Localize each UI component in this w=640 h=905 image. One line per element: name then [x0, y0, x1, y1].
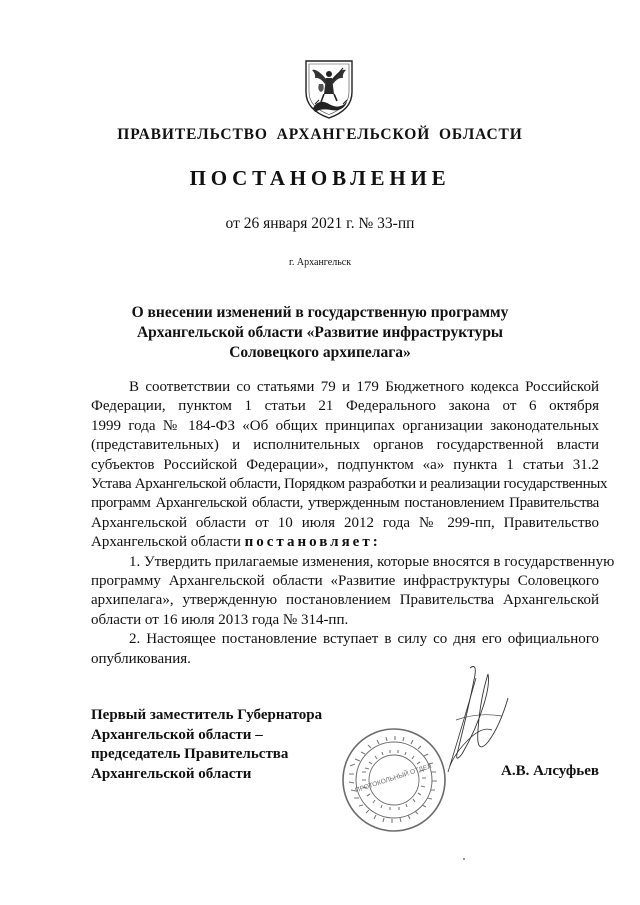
- stamp-text: ПРОТОКОЛЬНЫЙ ОТДЕЛ: [354, 762, 433, 795]
- signer-line: Архангельской области –: [91, 726, 263, 743]
- subject-line: О внесении изменений в государственную программу: [131, 304, 509, 321]
- round-stamp-icon: [340, 726, 448, 834]
- signer-line: Первый заместитель Губернатора: [91, 707, 323, 723]
- document-date-number: от 26 января 2021 г. № 33-пп: [225, 215, 415, 232]
- document-body: [91, 378, 615, 669]
- body-line: программ Архангельской области, утвержденным постановлением Правительства: [91, 495, 599, 512]
- body-line: субъектов Российской Федерации», подпунктом «а» пункта 1 статьи 31.2: [91, 456, 599, 473]
- body-line: (представительных) и исполнительных органов государственной власти: [91, 437, 599, 454]
- body-line: Устава Архангельской области, Порядком разработки и реализации государственных: [91, 476, 608, 493]
- body-line: 1999 года № 184-ФЗ «Об общих принципах организации законодательных: [91, 417, 599, 434]
- subject-line: Соловецкого архипелага»: [229, 344, 411, 361]
- body-line: 2. Настоящее постановление вступает в силу со дня его официального: [129, 631, 599, 648]
- body-line: программу Архангельской области «Развитие инфраструктуры Соловецкого: [91, 573, 599, 590]
- body-line-enacting: [91, 533, 599, 552]
- signer-name: А.В. Алсуфьев: [501, 763, 599, 779]
- signer-line: председатель Правительства: [91, 746, 289, 762]
- signer-line: Архангельской области: [91, 765, 252, 782]
- subject-line: Архангельской области «Развитие инфраструктуры: [136, 324, 504, 341]
- document-type: ПОСТАНОВЛЕНИЕ: [189, 166, 451, 190]
- coat-of-arms-icon: [303, 58, 355, 120]
- document-city: г. Архангельск: [288, 257, 352, 268]
- enacting-colon: :: [372, 534, 378, 551]
- enacting-prefix: Архангельской области: [91, 534, 245, 551]
- body-line: Федерации, пунктом 1 статьи 21 Федерального закона от 6 октября: [91, 398, 599, 415]
- body-line: опубликования.: [91, 650, 191, 667]
- body-line: области от 16 июля 2013 года № 314-пп.: [91, 611, 349, 628]
- body-line: архипелага», утвержденную постановлением Правительства Архангельской: [91, 592, 599, 609]
- document-subject: [100, 303, 540, 363]
- government-title: ПРАВИТЕЛЬСТВО АРХАНГЕЛЬСКОЙ ОБЛАСТИ: [117, 126, 523, 143]
- body-line: 1. Утвердить прилагаемые изменения, которые вносятся в государственную: [129, 553, 615, 570]
- signer-position: [91, 706, 322, 784]
- scan-speck: [463, 858, 465, 860]
- body-line: В соответствии со статьями 79 и 179 Бюджетного кодекса Российской: [129, 379, 599, 395]
- enacting-word: постановляет: [244, 534, 373, 551]
- body-line: Архангельской области от 10 июля 2012 года № 299-пп, Правительство: [91, 514, 599, 531]
